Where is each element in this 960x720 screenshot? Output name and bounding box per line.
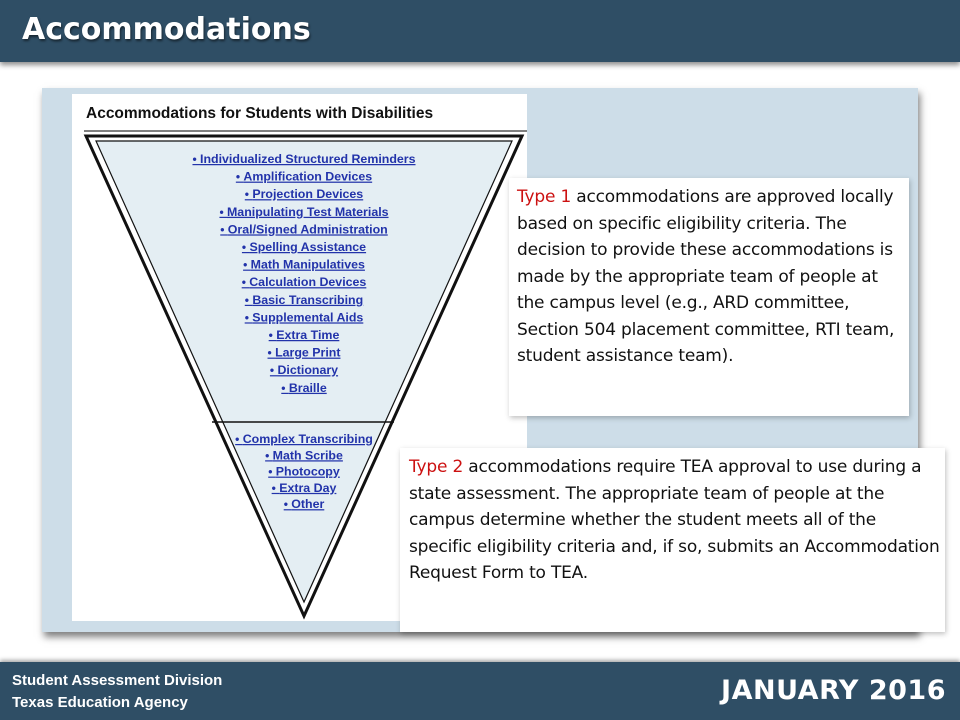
bullet-icon: • [244,187,253,202]
type1-item-label: Projection Devices [252,187,364,202]
type1-item-label: Large Print [275,345,341,360]
type1-item-label: Oral/Signed Administration [227,222,388,237]
type1-item-label: Spelling Assistance [249,240,367,254]
type1-item [270,363,338,377]
type1-item-label: Manipulating Test Materials [226,204,389,219]
bullet-icon: • [219,204,227,219]
type2-item [235,432,373,446]
footer-date: JANUARY 2016 [721,675,946,706]
type1-item-label: Individualized Structured Reminders [200,152,416,166]
bullet-icon: • [268,328,277,342]
type2-item [284,497,325,511]
type2-item-label: Complex Transcribing [242,432,373,446]
type1-item [220,222,388,236]
type1-item-label: Supplemental Aids [252,310,364,325]
type2-text: accommodations require TEA approval to use during a state assessment. The appropriate team of people at the campus determine whether the student meets all of the specific eligibility criteria and, if so, submits an Accommodation Request Form to TEA. [409,457,940,583]
bullet-icon: • [271,480,280,495]
type1-item [245,293,363,307]
type1-item-label: Calculation Devices [249,275,367,290]
type2-description-box [400,448,945,632]
type1-description [517,184,903,370]
type1-item [243,258,365,272]
type1-item [192,152,415,166]
bullet-icon: • [235,432,243,446]
bullet-icon: • [268,464,276,479]
bullet-icon: • [241,240,250,254]
bullet-icon: • [281,380,289,395]
bullet-icon: • [267,345,276,360]
type1-item [242,275,367,289]
type1-item [281,381,327,395]
bullet-icon: • [244,292,253,307]
footer-division: Student Assessment Division [12,672,223,689]
type2-item-label: Extra Day [279,480,337,495]
footer-bar [0,662,960,720]
type1-text: accommodations are approved locally based on specific eligibility criteria. The decision to provide these accommodations is made by the appropriate team of people at the campus level (e.g., ARD committee, Section 504 placement committee, RTI team, student assistance team). [517,187,895,366]
page-title: Accommodations [22,12,311,47]
type1-item [268,346,341,360]
type2-item-label: Math Scribe [272,448,343,463]
type1-item-label: Amplification Devices [243,169,373,184]
type1-item-label: Dictionary [277,363,339,378]
type1-item-label: Math Manipulatives [250,257,365,272]
figure-title: Accommodations for Students with Disabilities [86,105,434,122]
type2-item-label: Other [291,497,325,512]
type1-item-label: Basic Transcribing [252,292,364,307]
bullet-icon: • [244,310,253,325]
bullet-icon: • [220,222,228,237]
bullet-icon: • [243,257,251,272]
bullet-icon: • [235,169,244,184]
title-bar [0,0,960,62]
footer-agency: Texas Education Agency [12,694,188,711]
type1-item [269,328,340,342]
type2-label: Type 2 [409,457,464,477]
type1-item [236,170,372,184]
bullet-icon: • [265,448,273,463]
bullet-icon: • [241,275,250,290]
type1-item [245,310,364,324]
type2-item [268,465,340,479]
type2-item [272,481,337,495]
type2-item [265,448,343,462]
type2-description [409,454,941,587]
type1-item [245,187,364,201]
bullet-icon: • [192,152,201,166]
type1-item [242,240,366,254]
bullet-icon: • [269,363,278,378]
type1-item [219,205,388,219]
type1-item-label: Braille [288,380,327,395]
bullet-icon: • [283,497,292,512]
type1-description-box [509,178,909,416]
type1-label: Type 1 [517,187,572,207]
type1-item-label: Extra Time [276,328,340,342]
type2-item-label: Photocopy [275,464,340,479]
